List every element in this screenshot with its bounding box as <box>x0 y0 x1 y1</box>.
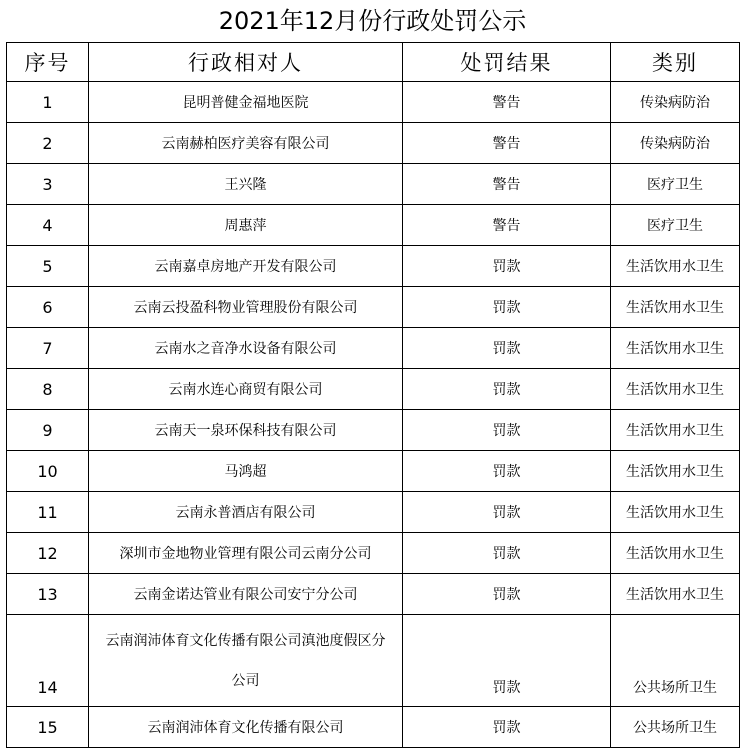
cell-result: 罚款 <box>403 574 611 615</box>
header-result: 处罚结果 <box>403 43 611 82</box>
cell-no: 12 <box>7 533 89 574</box>
cell-no: 13 <box>7 574 89 615</box>
cell-category: 生活饮用水卫生 <box>611 246 740 287</box>
table-row <box>7 451 740 492</box>
cell-party: 云南嘉卓房地产开发有限公司 <box>89 246 403 287</box>
table-row <box>7 615 740 707</box>
cell-result: 罚款 <box>403 410 611 451</box>
cell-category: 生活饮用水卫生 <box>611 287 740 328</box>
cell-no: 9 <box>7 410 89 451</box>
cell-category: 生活饮用水卫生 <box>611 369 740 410</box>
cell-category: 传染病防治 <box>611 123 740 164</box>
cell-result: 警告 <box>403 82 611 123</box>
cell-party: 周惠萍 <box>89 205 403 246</box>
header-party: 行政相对人 <box>89 43 403 82</box>
header-row <box>7 43 740 82</box>
cell-category: 医疗卫生 <box>611 205 740 246</box>
cell-party-text: 云南润沛体育文化传播有限公司滇池度假区分公司 <box>105 632 386 689</box>
cell-result: 罚款 <box>403 615 611 707</box>
cell-party: 云南润沛体育文化传播有限公司 <box>89 707 403 748</box>
cell-result: 罚款 <box>403 328 611 369</box>
table-row <box>7 707 740 748</box>
cell-category: 公共场所卫生 <box>611 707 740 748</box>
cell-result: 罚款 <box>403 533 611 574</box>
cell-result: 警告 <box>403 164 611 205</box>
table-row <box>7 287 740 328</box>
cell-no: 14 <box>7 615 89 707</box>
cell-no: 15 <box>7 707 89 748</box>
cell-no: 1 <box>7 82 89 123</box>
cell-party: 云南金诺达管业有限公司安宁分公司 <box>89 574 403 615</box>
cell-category: 传染病防治 <box>611 82 740 123</box>
cell-party: 深圳市金地物业管理有限公司云南分公司 <box>89 533 403 574</box>
cell-no: 7 <box>7 328 89 369</box>
cell-party: 昆明普健金福地医院 <box>89 82 403 123</box>
cell-result: 罚款 <box>403 707 611 748</box>
cell-party: 云南天一泉环保科技有限公司 <box>89 410 403 451</box>
cell-result: 罚款 <box>403 246 611 287</box>
cell-no: 4 <box>7 205 89 246</box>
table-row <box>7 574 740 615</box>
cell-no: 10 <box>7 451 89 492</box>
header-category: 类别 <box>611 43 740 82</box>
table-row <box>7 164 740 205</box>
cell-party: 马鸿超 <box>89 451 403 492</box>
cell-result: 罚款 <box>403 369 611 410</box>
table-row <box>7 328 740 369</box>
table-row <box>7 410 740 451</box>
table-row <box>7 123 740 164</box>
cell-no: 11 <box>7 492 89 533</box>
cell-no: 3 <box>7 164 89 205</box>
cell-category: 生活饮用水卫生 <box>611 492 740 533</box>
cell-no: 8 <box>7 369 89 410</box>
table-row <box>7 246 740 287</box>
table-row <box>7 205 740 246</box>
cell-category: 生活饮用水卫生 <box>611 451 740 492</box>
cell-category: 医疗卫生 <box>611 164 740 205</box>
cell-no: 6 <box>7 287 89 328</box>
cell-result: 罚款 <box>403 287 611 328</box>
table-row <box>7 369 740 410</box>
cell-category: 生活饮用水卫生 <box>611 533 740 574</box>
cell-party: 王兴隆 <box>89 164 403 205</box>
table-row <box>7 533 740 574</box>
cell-category: 公共场所卫生 <box>611 615 740 707</box>
cell-no: 2 <box>7 123 89 164</box>
cell-result: 警告 <box>403 205 611 246</box>
cell-category: 生活饮用水卫生 <box>611 410 740 451</box>
penalty-table <box>6 42 740 748</box>
cell-category: 生活饮用水卫生 <box>611 574 740 615</box>
cell-no: 5 <box>7 246 89 287</box>
cell-party: 云南赫柏医疗美容有限公司 <box>89 123 403 164</box>
table-row <box>7 492 740 533</box>
cell-party: 云南水之音净水设备有限公司 <box>89 328 403 369</box>
header-no: 序号 <box>7 43 89 82</box>
cell-party: 云南永普酒店有限公司 <box>89 492 403 533</box>
page-title: 2021年12月份行政处罚公示 <box>218 7 527 35</box>
cell-result: 罚款 <box>403 492 611 533</box>
cell-party: 云南云投盈科物业管理股份有限公司 <box>89 287 403 328</box>
table-row <box>7 82 740 123</box>
cell-party: 云南水连心商贸有限公司 <box>89 369 403 410</box>
cell-party <box>89 615 403 707</box>
cell-result: 警告 <box>403 123 611 164</box>
cell-result: 罚款 <box>403 451 611 492</box>
cell-category: 生活饮用水卫生 <box>611 328 740 369</box>
